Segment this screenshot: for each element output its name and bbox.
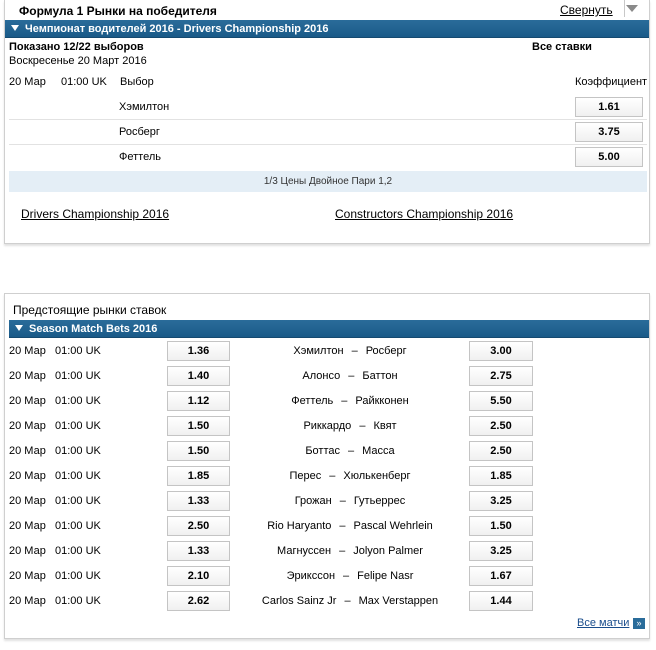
driver-first: Грожан (294, 495, 332, 507)
odds-button-first[interactable]: 1.33 (167, 541, 230, 561)
drivers-championship-link[interactable]: Drivers Championship 2016 (21, 207, 170, 221)
odds-button-second[interactable]: 3.00 (469, 341, 533, 361)
match-row (9, 414, 539, 439)
selections-shown-count: Показано 12/22 выборов (9, 41, 144, 53)
odds-button-second[interactable]: 1.85 (469, 466, 533, 486)
odds-button-first[interactable]: 1.50 (167, 416, 230, 436)
panel-title: Формула 1 Рынки на победителя (19, 4, 217, 18)
matchup (237, 395, 463, 407)
match-time: 01:00 UK (55, 520, 101, 532)
selection-row (9, 120, 647, 145)
header-time: 01:00 UK (61, 76, 107, 88)
odds-button-second[interactable]: 1.67 (469, 566, 533, 586)
driver-second: Баттон (362, 370, 398, 382)
triangle-down-icon (15, 325, 23, 331)
panel-header (5, 0, 649, 20)
match-row (9, 514, 539, 539)
driver-second: Felipe Nasr (357, 570, 414, 582)
odds-button-first[interactable]: 1.33 (167, 491, 230, 511)
matchup (237, 420, 463, 432)
driver-first: Rio Haryanto (267, 520, 332, 532)
odds-button-second[interactable]: 2.75 (469, 366, 533, 386)
odds-button-first[interactable]: 1.36 (167, 341, 230, 361)
driver-second: Pascal Wehrlein (353, 520, 433, 532)
versus-dash: – (339, 520, 346, 532)
driver-first: Алонсо (302, 370, 341, 382)
matchup (237, 570, 463, 582)
match-date: 20 Мар (9, 495, 46, 507)
match-date: 20 Мар (9, 545, 46, 557)
matchup (237, 545, 463, 557)
match-row (9, 389, 539, 414)
matchup (237, 345, 463, 357)
driver-first: Хэмилтон (293, 345, 344, 357)
odds-button-first[interactable]: 1.50 (167, 441, 230, 461)
driver-first: Риккардо (303, 420, 352, 432)
match-row (9, 439, 539, 464)
odds-button-second[interactable]: 2.50 (469, 441, 533, 461)
matchup (237, 470, 463, 482)
odds-button-first[interactable]: 2.10 (167, 566, 230, 586)
match-date: 20 Мар (9, 370, 46, 382)
match-date: 20 Мар (9, 520, 46, 532)
selection-name: Росберг (119, 126, 160, 138)
match-time: 01:00 UK (55, 545, 101, 557)
driver-second: Райкконен (355, 395, 409, 407)
match-row (9, 589, 539, 614)
odds-button-second[interactable]: 1.50 (469, 516, 533, 536)
match-time: 01:00 UK (55, 445, 101, 457)
market-title: Season Match Bets 2016 (29, 323, 158, 335)
winner-markets-panel (4, 0, 650, 244)
versus-dash: – (329, 470, 336, 482)
selection-name: Хэмилтон (119, 101, 170, 113)
selection-row (9, 95, 647, 120)
triangle-down-icon (11, 25, 19, 31)
driver-first: Боттас (305, 445, 340, 457)
match-date: 20 Мар (9, 345, 46, 357)
selections-header-row (9, 76, 649, 90)
match-time: 01:00 UK (55, 595, 101, 607)
driver-first: Феттель (291, 395, 334, 407)
odds-button-second[interactable]: 3.25 (469, 491, 533, 511)
matchup (237, 370, 463, 382)
match-time: 01:00 UK (55, 345, 101, 357)
versus-dash: – (348, 445, 355, 457)
match-row (9, 564, 539, 589)
odds-button-second[interactable]: 5.50 (469, 391, 533, 411)
market-title: Чемпионат водителей 2016 - Drivers Championship 2016 (25, 23, 329, 35)
match-date: 20 Мар (9, 470, 46, 482)
match-date: 20 Мар (9, 395, 46, 407)
versus-dash: – (339, 495, 346, 507)
driver-second: Хюлькенберг (343, 470, 411, 482)
divider (624, 0, 625, 17)
match-time: 01:00 UK (55, 420, 101, 432)
driver-first: Carlos Sainz Jr (261, 595, 337, 607)
match-date: 20 Мар (9, 595, 46, 607)
odds-button-second[interactable]: 2.50 (469, 416, 533, 436)
odds-button[interactable]: 3.75 (575, 122, 643, 142)
match-row (9, 489, 539, 514)
each-way-terms: 1/3 Цены Двойное Пари 1,2 (9, 171, 647, 192)
header-odds: Коэффициент (575, 76, 648, 88)
collapse-arrow-icon[interactable] (626, 5, 638, 12)
driver-second: Jolyon Palmer (353, 545, 423, 557)
matchup (237, 445, 463, 457)
match-row (9, 339, 539, 364)
upcoming-markets-panel (4, 293, 650, 639)
odds-button-first[interactable]: 2.50 (167, 516, 230, 536)
selection-name: Феттель (119, 151, 161, 163)
odds-button-first[interactable]: 1.12 (167, 391, 230, 411)
driver-first: Магнуссен (277, 545, 332, 557)
match-date: 20 Мар (9, 445, 46, 457)
versus-dash: – (351, 345, 358, 357)
odds-button[interactable]: 5.00 (575, 147, 643, 167)
driver-first: Перес (289, 470, 322, 482)
versus-dash: – (359, 420, 366, 432)
match-time: 01:00 UK (55, 495, 101, 507)
header-selection: Выбор (120, 76, 154, 88)
odds-button-first[interactable]: 2.62 (167, 591, 230, 611)
double-chevron-right-icon[interactable]: » (633, 618, 645, 629)
match-time: 01:00 UK (55, 370, 101, 382)
market-header-bar[interactable] (9, 320, 649, 338)
all-bets-label: Все ставки (532, 41, 592, 53)
match-date: 20 Мар (9, 570, 46, 582)
odds-button-second[interactable]: 3.25 (469, 541, 533, 561)
match-row (9, 464, 539, 489)
odds-button-first[interactable]: 1.85 (167, 466, 230, 486)
selection-row (9, 145, 647, 170)
versus-dash: – (344, 595, 351, 607)
market-header-bar[interactable] (5, 20, 649, 38)
match-row (9, 364, 539, 389)
match-date: 20 Мар (9, 420, 46, 432)
odds-button-first[interactable]: 1.40 (167, 366, 230, 386)
driver-second: Max Verstappen (358, 595, 439, 607)
driver-second: Росберг (365, 345, 407, 357)
versus-dash: – (348, 370, 355, 382)
all-matches-link[interactable]: Все матчи (577, 617, 630, 629)
match-row (9, 539, 539, 564)
odds-button[interactable]: 1.61 (575, 97, 643, 117)
event-date: Воскресенье 20 Март 2016 (9, 55, 147, 67)
versus-dash: – (339, 545, 346, 557)
constructors-championship-link[interactable]: Constructors Championship 2016 (335, 207, 514, 221)
versus-dash: – (341, 395, 348, 407)
versus-dash: – (343, 570, 350, 582)
odds-button-second[interactable]: 1.44 (469, 591, 533, 611)
collapse-link[interactable]: Свернуть (560, 3, 613, 17)
driver-second: Гутьеррес (353, 495, 406, 507)
match-time: 01:00 UK (55, 395, 101, 407)
match-time: 01:00 UK (55, 570, 101, 582)
driver-second: Масса (362, 445, 395, 457)
matchup (237, 520, 463, 532)
driver-second: Квят (373, 420, 397, 432)
matchup (237, 595, 463, 607)
panel-title: Предстоящие рынки ставок (13, 303, 167, 317)
header-date: 20 Мар (9, 76, 46, 88)
match-time: 01:00 UK (55, 470, 101, 482)
driver-first: Эрикссон (286, 570, 336, 582)
matchup (237, 495, 463, 507)
